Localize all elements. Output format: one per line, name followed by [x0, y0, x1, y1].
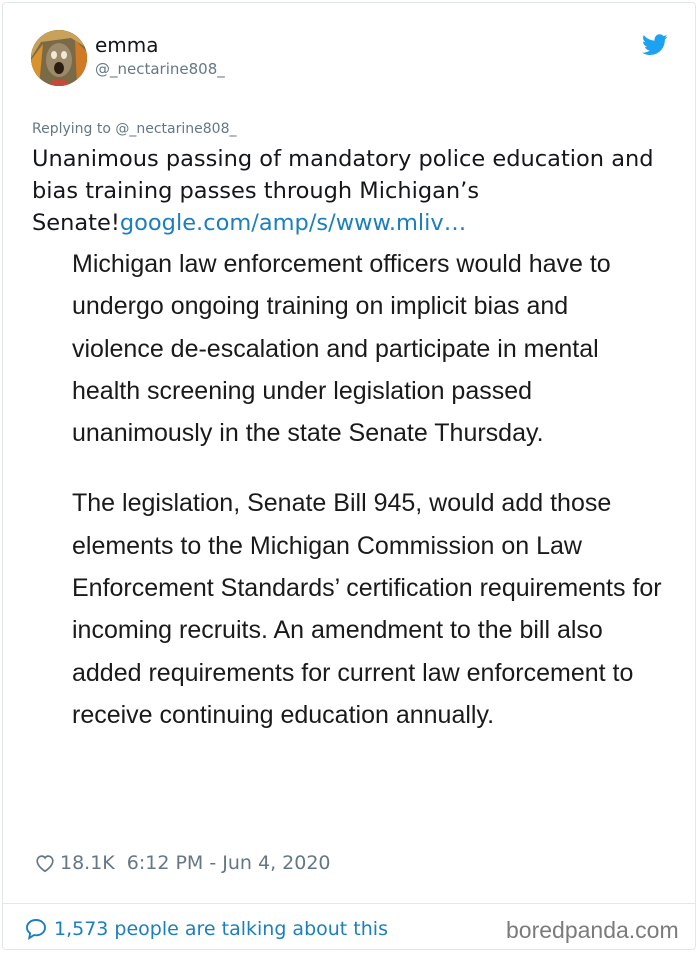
watermark: boredpanda.com	[506, 917, 679, 943]
tweet-text	[32, 143, 672, 239]
speech-bubble-icon	[24, 917, 48, 941]
heart-icon[interactable]	[34, 852, 56, 874]
conversation-count-label: 1,573 people are talking about this	[54, 918, 388, 940]
conversation-link[interactable]	[24, 917, 388, 941]
excerpt-paragraph-1: Michigan law enforcement officers would have to undergo ongoing training on implicit bias and violence de-escalation and participate in mental health screening under legislation passed unanimously in the state Senate Thursday.	[72, 250, 611, 448]
display-name[interactable]: emma	[95, 33, 159, 57]
quoted-article-excerpt	[72, 243, 662, 736]
user-handle[interactable]: @_nectarine808_	[95, 60, 225, 78]
avatar-image	[31, 30, 87, 86]
timestamp[interactable]: 6:12 PM - Jun 4, 2020	[126, 852, 331, 874]
tweet-body: Unanimous passing of mandatory police education and bias training passes through Michigan’s Senate!	[32, 146, 654, 236]
replying-to[interactable]: Replying to @_nectarine808_	[32, 121, 237, 137]
twitter-bird-icon[interactable]	[642, 34, 668, 56]
like-count[interactable]: 18.1K	[60, 852, 115, 874]
divider	[2, 903, 696, 904]
tweet-link[interactable]: google.com/amp/s/www.mliv…	[119, 210, 467, 236]
tweet-meta	[34, 852, 331, 874]
avatar[interactable]	[31, 30, 87, 86]
excerpt-paragraph-2: The legislation, Senate Bill 945, would add those elements to the Michigan Commission on Law Enforcement Standards’ certification requirements for incoming recruits. An amendment to the bill also added requirements for current law enforcement to receive continuing education annually.	[72, 489, 662, 729]
